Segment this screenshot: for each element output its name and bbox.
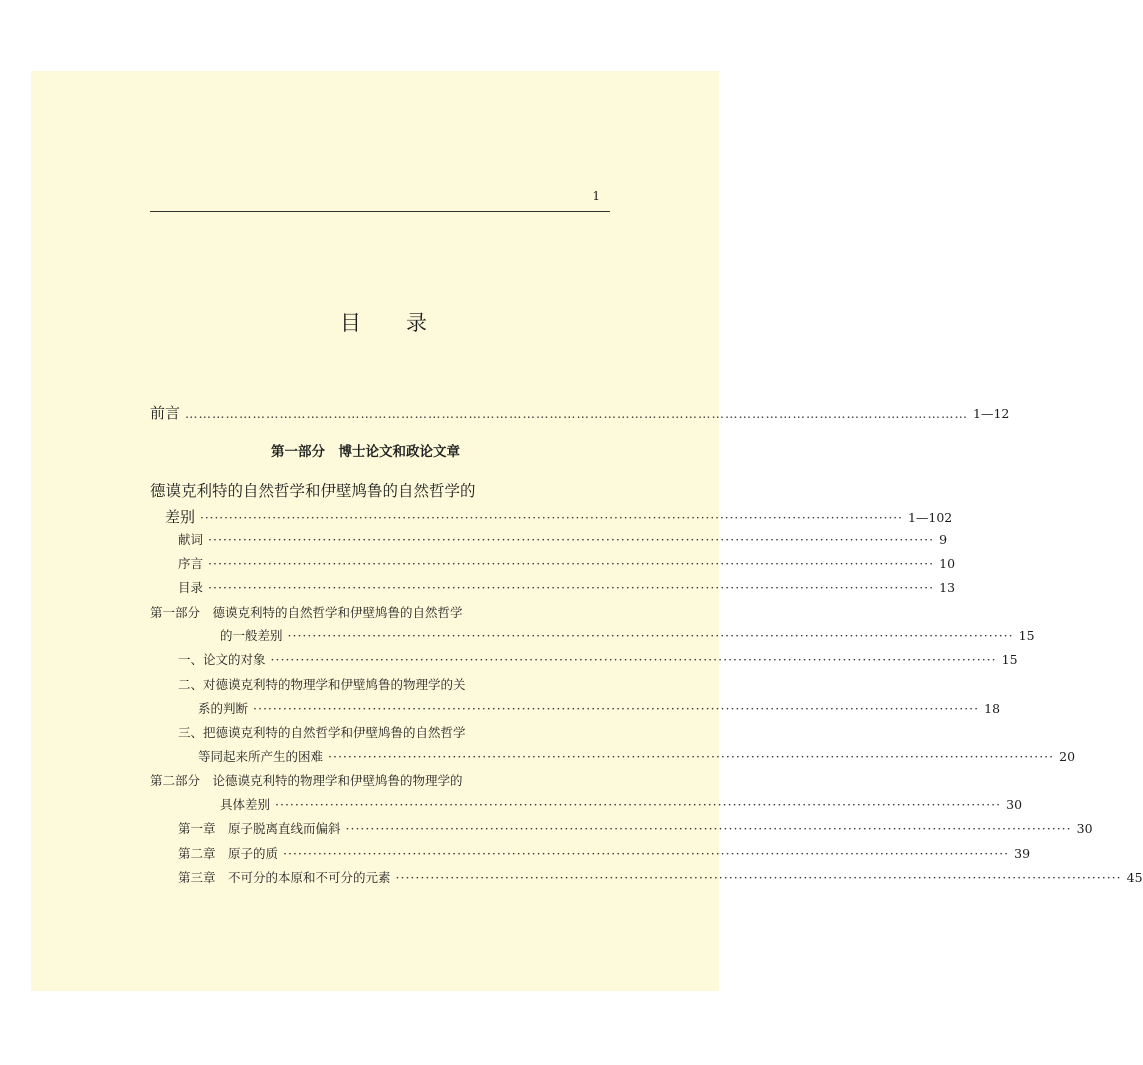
section3-line1: 三、把德谟克利特的自然哲学和伊壁鸠鲁的自然哲学	[178, 725, 466, 740]
leader-dots: ··················································································································································	[395, 870, 1122, 885]
leader-dots: ··················································································································································	[345, 821, 1072, 836]
work-title-line1: 德谟克利特的自然哲学和伊壁鸠鲁的自然哲学的	[150, 482, 476, 500]
toc-entry-part1[interactable]	[220, 627, 1035, 645]
toc-entry-label: 前言	[150, 404, 181, 422]
part1-line1: 第一部分 德谟克利特的自然哲学和伊壁鸠鲁的自然哲学	[150, 605, 463, 620]
leader-dots: ··················································································································································	[208, 532, 935, 547]
section2-line1: 二、对德谟克利特的物理学和伊壁鸠鲁的物理学的关	[178, 677, 466, 692]
toc-entry-page: 30	[1006, 797, 1023, 812]
toc-entry-label: 目录	[178, 580, 204, 595]
part-heading: 第一部分 博士论文和政论文章	[271, 444, 460, 460]
toc-entry-label: 序言	[178, 556, 204, 571]
leader-dots: ··················································································································································	[208, 556, 935, 571]
leader-dots: ··················································································································································	[200, 511, 903, 525]
toc-entry-chapter3[interactable]	[178, 869, 1143, 887]
toc-entry-label: 系的判断	[198, 701, 249, 716]
toc-entry-page: 20	[1059, 749, 1076, 764]
toc-title-char-1: 目	[340, 311, 362, 335]
toc-entry-label: 一、论文的对象	[178, 652, 266, 667]
toc-entry-part2[interactable]	[220, 796, 1023, 814]
toc-entry-page: 1—12	[973, 406, 1010, 421]
page-number: 1	[592, 189, 600, 203]
leader-dots: ··················································································································································	[283, 846, 1010, 861]
toc-entry-chapter2[interactable]	[178, 845, 1031, 863]
toc-entry-label: 献词	[178, 532, 204, 547]
toc-entry-label: 具体差别	[220, 797, 271, 812]
toc-title	[340, 310, 428, 336]
toc-title-char-2: 录	[406, 311, 428, 335]
toc-entry-label: 差别	[165, 508, 196, 526]
leader-dots: ··················································································································································	[275, 797, 1002, 812]
leader-dots: ··················································································································································	[328, 749, 1055, 764]
leader-dots: ··················································································································································	[208, 580, 935, 595]
toc-entry-page: 18	[984, 701, 1001, 716]
toc-entry-label: 的一般差别	[220, 628, 283, 643]
toc-entry-page: 1—102	[907, 510, 953, 525]
leader-dots: …………………………………………………………………………………………………………………………………………………………	[185, 406, 969, 421]
leader-dots: ··················································································································································	[270, 652, 997, 667]
toc-entry-section1[interactable]	[178, 651, 1018, 669]
toc-entry-label: 等同起来所产生的困难	[198, 749, 324, 764]
toc-entry-label: 第一章 原子脱离直线而偏斜	[178, 821, 341, 836]
header-rule	[150, 211, 610, 212]
toc-entry-page: 10	[939, 556, 956, 571]
toc-entry-page: 30	[1076, 821, 1093, 836]
toc-entry-work[interactable]	[165, 507, 953, 528]
toc-entry-preface[interactable]	[150, 404, 1010, 423]
toc-entry-section2[interactable]	[198, 700, 1001, 718]
toc-entry-page: 15	[1018, 628, 1035, 643]
toc-entry-label: 第三章 不可分的本原和不可分的元素	[178, 870, 391, 885]
toc-entry-foreword[interactable]	[178, 555, 956, 573]
toc-entry-page: 39	[1014, 846, 1031, 861]
toc-entry-section3[interactable]	[198, 748, 1076, 766]
toc-entry-chapter1[interactable]	[178, 820, 1093, 838]
toc-entry-dedication[interactable]	[178, 531, 948, 549]
toc-entry-page: 13	[939, 580, 956, 595]
part2-line1: 第二部分 论德谟克利特的物理学和伊壁鸠鲁的物理学的	[150, 773, 463, 788]
toc-entry-page: 9	[939, 532, 948, 547]
leader-dots: ··················································································································································	[287, 628, 1014, 643]
toc-entry-label: 第二章 原子的质	[178, 846, 279, 861]
toc-entry-contents[interactable]	[178, 579, 956, 597]
toc-entry-page: 45	[1126, 870, 1143, 885]
leader-dots: ··················································································································································	[253, 701, 980, 716]
toc-entry-page: 15	[1001, 652, 1018, 667]
